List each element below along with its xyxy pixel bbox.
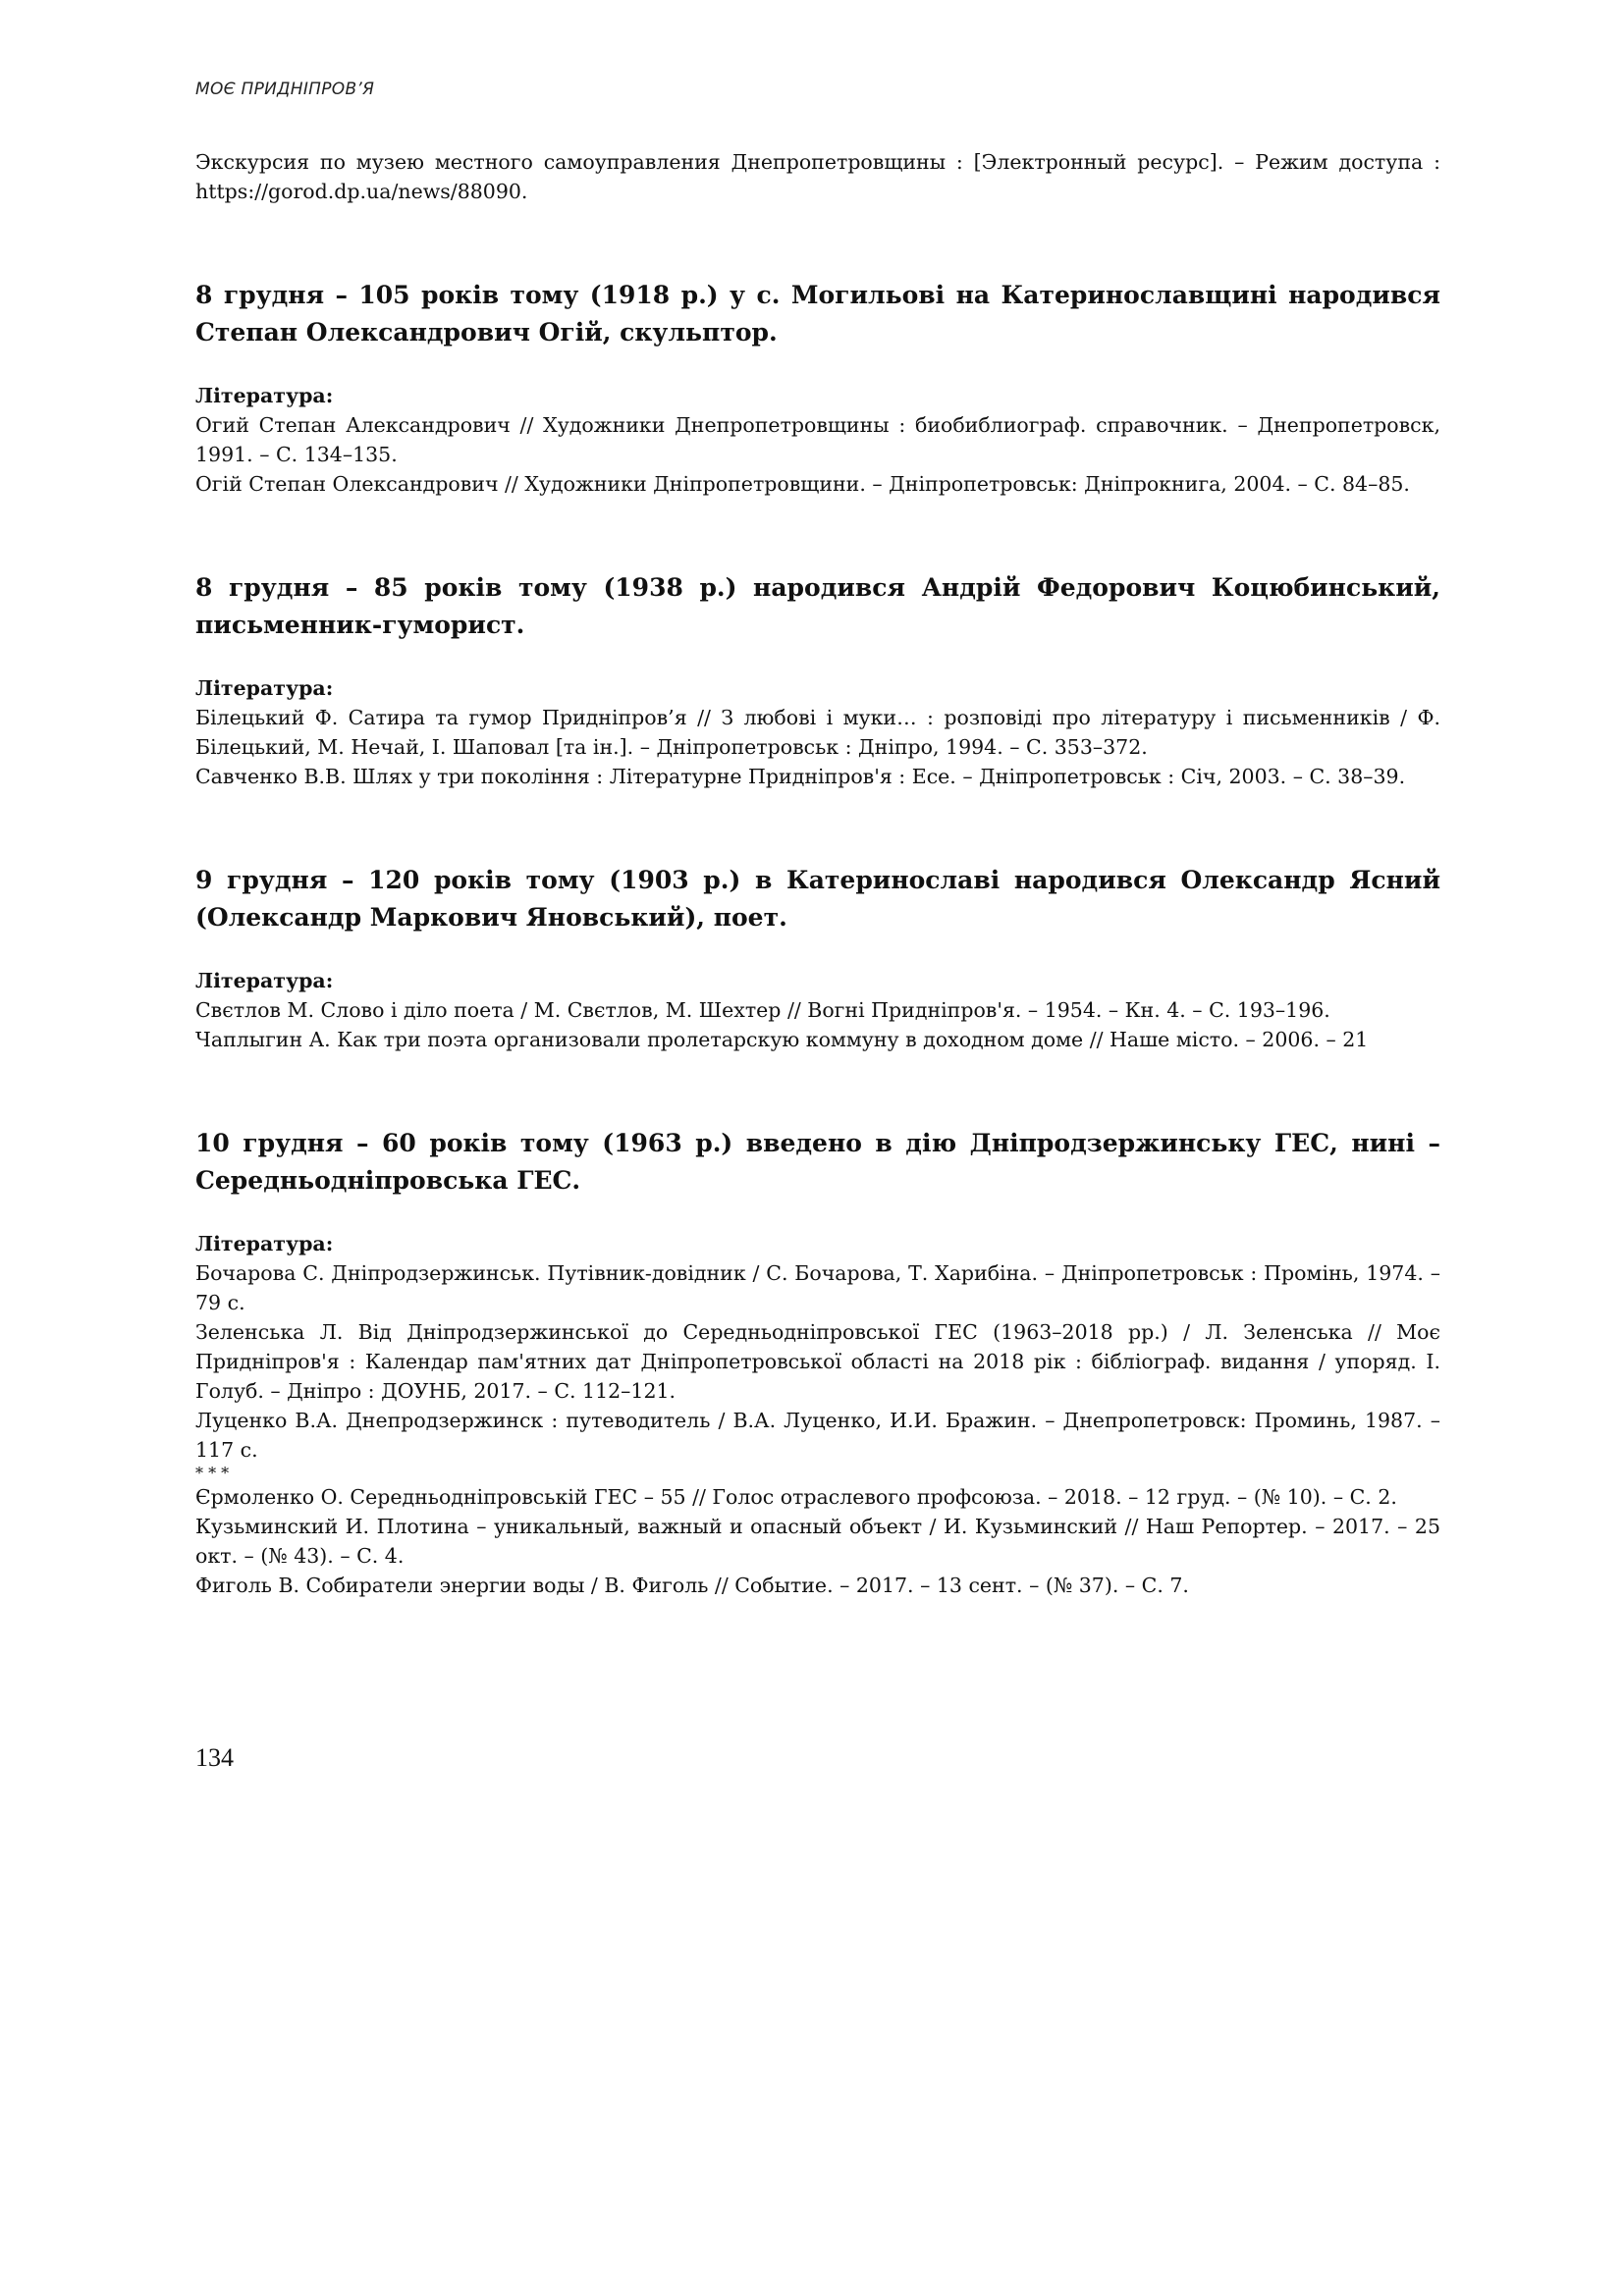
- event-section: [195, 569, 1440, 791]
- reference-item: Савченко В.В. Шлях у три покоління : Літературне Придніпров'я : Есе. – Дніпропетровськ : Січ, 2003. – С. 38–39.: [195, 765, 1406, 788]
- reference-item: Свєтлов М. Слово і діло поета / М. Свєтлов, М. Шехтер // Вогні Придніпров'я. – 1954. – Кн. 4. – С. 193–196.: [195, 998, 1330, 1022]
- reference-item: Огий Степан Александрович // Художники Днепропетровщины : биобиблиограф. справочник. – Днепропетровск, 1991. – С. 134–135.: [195, 413, 1440, 466]
- running-header: МОЄ ПРИДНІПРОВ’Я: [195, 80, 375, 99]
- page-number: 134: [195, 1743, 234, 1772]
- reference-item: Фиголь В. Собиратели энергии воды / В. Фиголь // Событие. – 2017. – 13 сент. – (№ 37). – С. 7.: [195, 1574, 1189, 1597]
- reference-item: Кузьминский И. Плотина – уникальный, важный и опасный объект / И. Кузьминский // Наш Репортер. – 2017. – 25 окт. – (№ 43). – С. 4.: [195, 1515, 1440, 1568]
- reference-item: Єрмоленко О. Середньодніпровській ГЕС – 55 // Голос отраслевого профсоюза. – 2018. – 12 груд. – (№ 10). – С. 2.: [195, 1485, 1397, 1509]
- reference-item: Зеленська Л. Від Дніпродзержинської до Середньодніпровської ГЕС (1963–2018 рр.) / Л. Зеленська // Моє Придніпров'я : Календар пам'ятних дат Дніпропетровської області на 2018 рік : бібліограф. видання / упоряд. І. Голуб. – Дніпро : ДОУНБ, 2017. – С. 112–121.: [195, 1320, 1440, 1403]
- separator-stars: * * *: [195, 1464, 230, 1482]
- event-section: [195, 1125, 1440, 1600]
- literature-label: Література:: [195, 969, 334, 992]
- event-section: [195, 277, 1440, 499]
- reference-item: Огій Степан Олександрович // Художники Дніпропетровщини. – Дніпропетровськ: Дніпрокнига, 2004. – С. 84–85.: [195, 472, 1410, 496]
- event-title: 10 грудня – 60 років тому (1963 р.) введено в дію Дніпродзержинську ГЕС, нині – Середньодніпровська ГЕС.: [195, 1129, 1440, 1195]
- event-title: 9 грудня – 120 років тому (1903 р.) в Катеринославі народився Олександр Ясний (Олександр Маркович Яновський), поет.: [195, 866, 1440, 932]
- literature-label: Література:: [195, 1232, 334, 1255]
- page-content: [195, 147, 1440, 1671]
- event-title: 8 грудня – 105 років тому (1918 р.) у с. Могильові на Катеринославщині народився Степан Олександрович Огій, скульптор.: [195, 281, 1440, 347]
- reference-item: Чаплыгин А. Как три поэта организовали пролетарскую коммуну в доходном доме // Наше місто. – 2006. – 21: [195, 1028, 1369, 1051]
- intro-reference: Экскурсия по музею местного самоуправления Днепропетровщины : [Электронный ресурс]. – Режим доступа : https://gorod.dp.ua/news/88090.: [195, 150, 1440, 203]
- literature-label: Література:: [195, 384, 334, 407]
- reference-item: Луценко В.А. Днепродзержинск : путеводитель / В.А. Луценко, И.И. Бражин. – Днепропетровск: Проминь, 1987. – 117 с.: [195, 1409, 1440, 1462]
- reference-item: Білецький Ф. Сатира та гумор Придніпров’я // З любові і муки… : розповіді про літературу і письменників / Ф. Білецький, М. Нечай, І. Шаповал [та ін.]. – Дніпропетровськ : Дніпро, 1994. – С. 353–372.: [195, 706, 1440, 759]
- event-section: [195, 862, 1440, 1054]
- literature-label: Література:: [195, 676, 334, 700]
- reference-item: Бочарова С. Дніпродзержинськ. Путівник-довідник / С. Бочарова, Т. Харибіна. – Дніпропетровськ : Промінь, 1974. – 79 с.: [195, 1261, 1440, 1314]
- event-title: 8 грудня – 85 років тому (1938 р.) народився Андрій Федорович Коцюбинський, письменник-гуморист.: [195, 573, 1440, 639]
